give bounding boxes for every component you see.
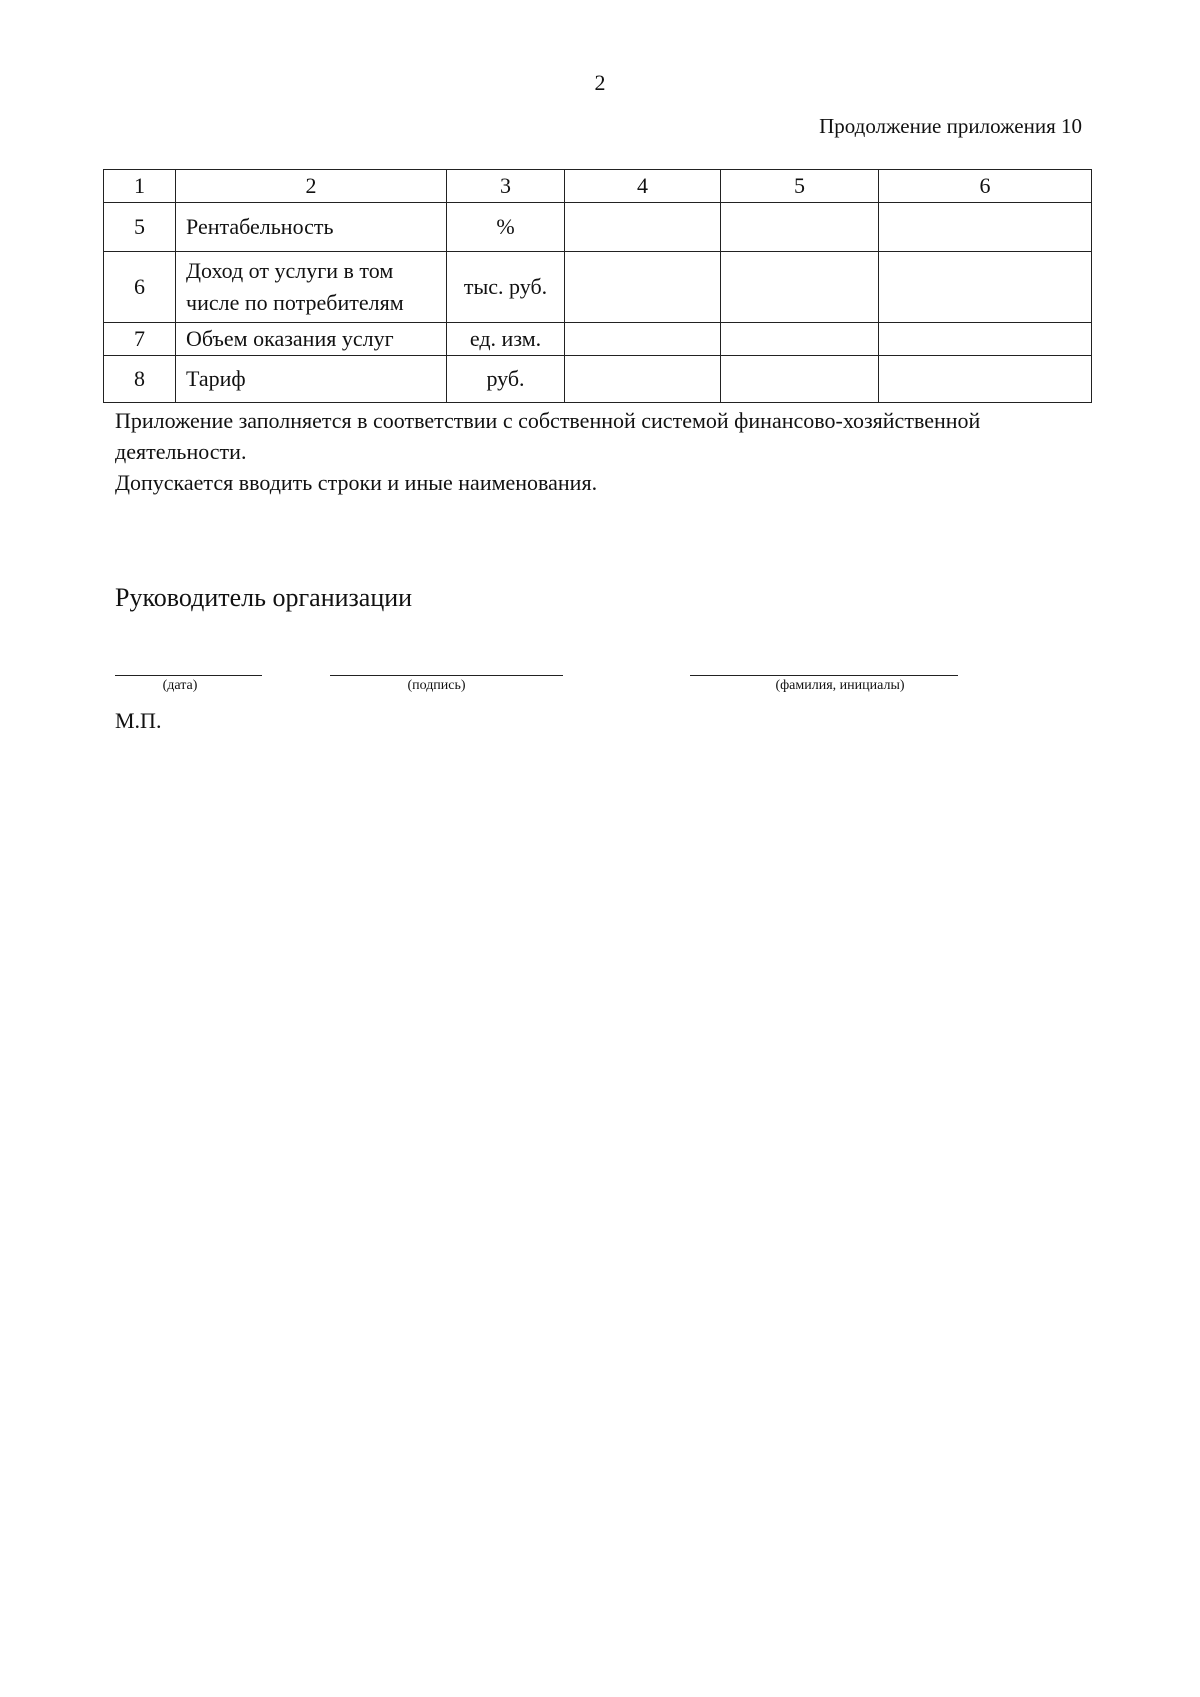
value-cell[interactable] (879, 356, 1092, 403)
date-caption: (дата) (162, 678, 198, 693)
indicator-name (176, 203, 447, 252)
indicator-name-line: числе по потребителям (186, 290, 404, 315)
stamp-label: М.П. (115, 708, 162, 733)
signature-caption: (подпись) (407, 678, 466, 693)
table-row (104, 356, 1092, 403)
unit-cell: ед. изм. (447, 323, 565, 356)
value-cell[interactable] (721, 252, 879, 323)
table-row (104, 252, 1092, 323)
value-cell[interactable] (721, 323, 879, 356)
row-number: 7 (104, 323, 176, 356)
indicator-name-line: Рентабельность (186, 214, 334, 239)
unit-cell: % (447, 203, 565, 252)
indicator-name (176, 323, 447, 356)
value-cell[interactable] (721, 203, 879, 252)
value-cell[interactable] (879, 203, 1092, 252)
full-name-caption: (фамилия, инициалы) (775, 678, 905, 693)
value-cell[interactable] (879, 323, 1092, 356)
column-header: 5 (721, 170, 879, 203)
indicator-name (176, 252, 447, 323)
row-number: 6 (104, 252, 176, 323)
organization-head-title: Руководитель организации (115, 583, 413, 612)
value-cell[interactable] (721, 356, 879, 403)
row-number: 5 (104, 203, 176, 252)
value-cell[interactable] (565, 252, 721, 323)
appendix-continuation-label: Продолжение приложения 10 (819, 114, 1082, 138)
column-header: 4 (565, 170, 721, 203)
table-row (104, 323, 1092, 356)
value-cell[interactable] (565, 356, 721, 403)
column-header: 1 (104, 170, 176, 203)
value-cell[interactable] (565, 203, 721, 252)
signature-line[interactable] (330, 675, 563, 676)
value-cell[interactable] (879, 252, 1092, 323)
indicator-name (176, 356, 447, 403)
indicator-name-line: Доход от услуги в том (186, 258, 394, 283)
page-number: 2 (594, 70, 606, 95)
row-number: 8 (104, 356, 176, 403)
unit-cell: руб. (447, 356, 565, 403)
column-header: 6 (879, 170, 1092, 203)
full-name-line[interactable] (690, 675, 958, 676)
table-header-row (104, 170, 1092, 203)
value-cell[interactable] (565, 323, 721, 356)
appendix-table (103, 169, 1092, 403)
indicator-name-line: Объем оказания услуг (186, 326, 394, 351)
column-header: 3 (447, 170, 565, 203)
note-paragraph: Допускается вводить строки и иные наименования. (115, 470, 598, 495)
notes-block (115, 405, 1095, 498)
table-row (104, 203, 1092, 252)
column-header: 2 (176, 170, 447, 203)
note-paragraph: Приложение заполняется в соответствии с собственной системой финансово-хозяйственной деятельности. (115, 408, 981, 464)
indicator-name-line: Тариф (186, 366, 246, 391)
date-line[interactable] (115, 675, 262, 676)
unit-cell: тыс. руб. (447, 252, 565, 323)
